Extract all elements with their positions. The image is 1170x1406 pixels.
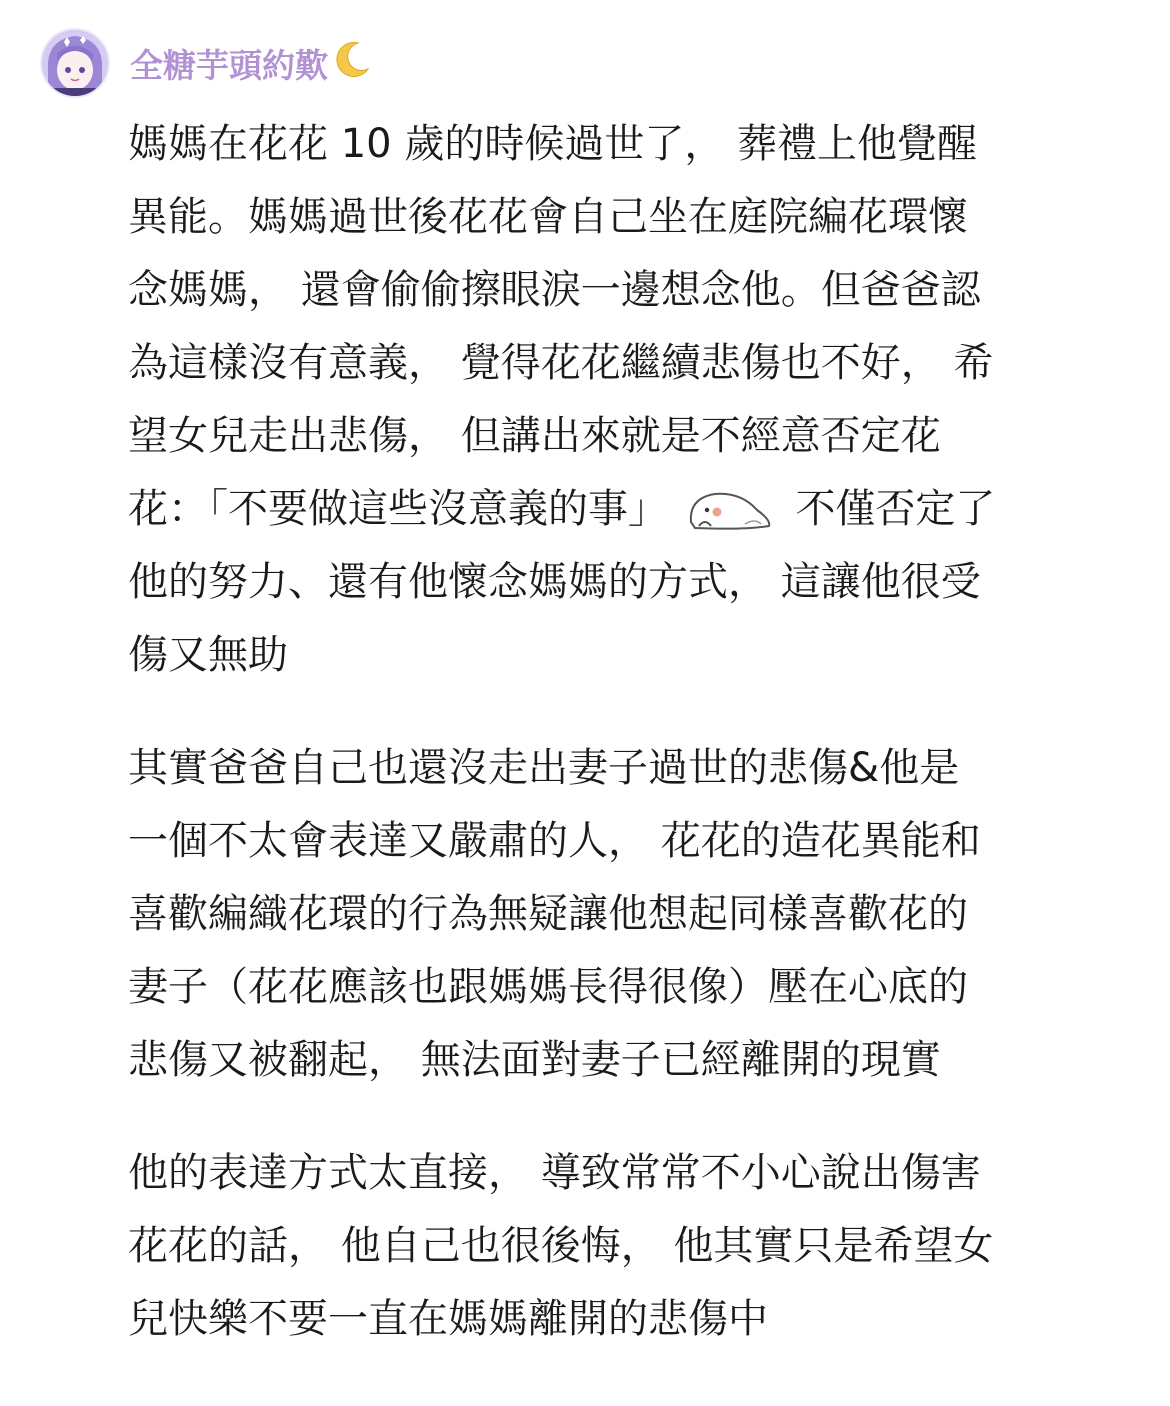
text-segment: 不僅否定了: [795, 486, 996, 532]
text-line: 悲傷又被翻起， 無法面對妻子已經離開的現實: [128, 1037, 941, 1083]
text-line: 花花的話， 他自己也很後悔， 他其實只是希望女: [128, 1223, 994, 1269]
text-line: 異能。媽媽過世後花花會自己坐在庭院編花環懷: [128, 194, 968, 240]
text-line-with-sticker: [128, 473, 1128, 546]
text-line: 兒快樂不要一直在媽媽離開的悲傷中: [128, 1296, 768, 1342]
paragraph-2: [128, 732, 1128, 1097]
text-line: 傷又無助: [128, 632, 288, 678]
post-header: [40, 28, 372, 98]
text-line: 他的努力、還有他懷念媽媽的方式， 這讓他很受: [128, 559, 981, 605]
post-body: [128, 108, 1128, 1396]
seal-sticker-icon: [685, 483, 775, 527]
text-line: 喜歡編織花環的行為無疑讓他想起同樣喜歡花的: [128, 891, 968, 937]
text-line: 其實爸爸自己也還沒走出妻子過世的悲傷&他是: [128, 745, 960, 791]
paragraph-3: [128, 1137, 1128, 1356]
avatar[interactable]: [40, 28, 110, 98]
text-line: 念媽媽， 還會偷偷擦眼淚一邊想念他。但爸爸認: [128, 267, 981, 313]
paragraph-1: [128, 108, 1128, 692]
text-line: 妻子（花花應該也跟媽媽長得很像）壓在心底的: [128, 964, 968, 1010]
crescent-moon-icon: [332, 39, 372, 87]
text-segment: 花：「不要做這些沒意義的事」: [128, 486, 668, 532]
text-line: 望女兒走出悲傷， 但講出來就是不經意否定花: [128, 413, 941, 459]
username[interactable]: [130, 39, 372, 87]
username-text: 全糖芋頭約歎: [130, 45, 328, 85]
text-line: 一個不太會表達又嚴肅的人， 花花的造花異能和: [128, 818, 981, 864]
text-line: 媽媽在花花 10 歲的時候過世了， 葬禮上他覺醒: [128, 121, 978, 167]
text-line: 他的表達方式太直接， 導致常常不小心說出傷害: [128, 1150, 981, 1196]
text-line: 為這樣沒有意義， 覺得花花繼續悲傷也不好， 希: [128, 340, 994, 386]
